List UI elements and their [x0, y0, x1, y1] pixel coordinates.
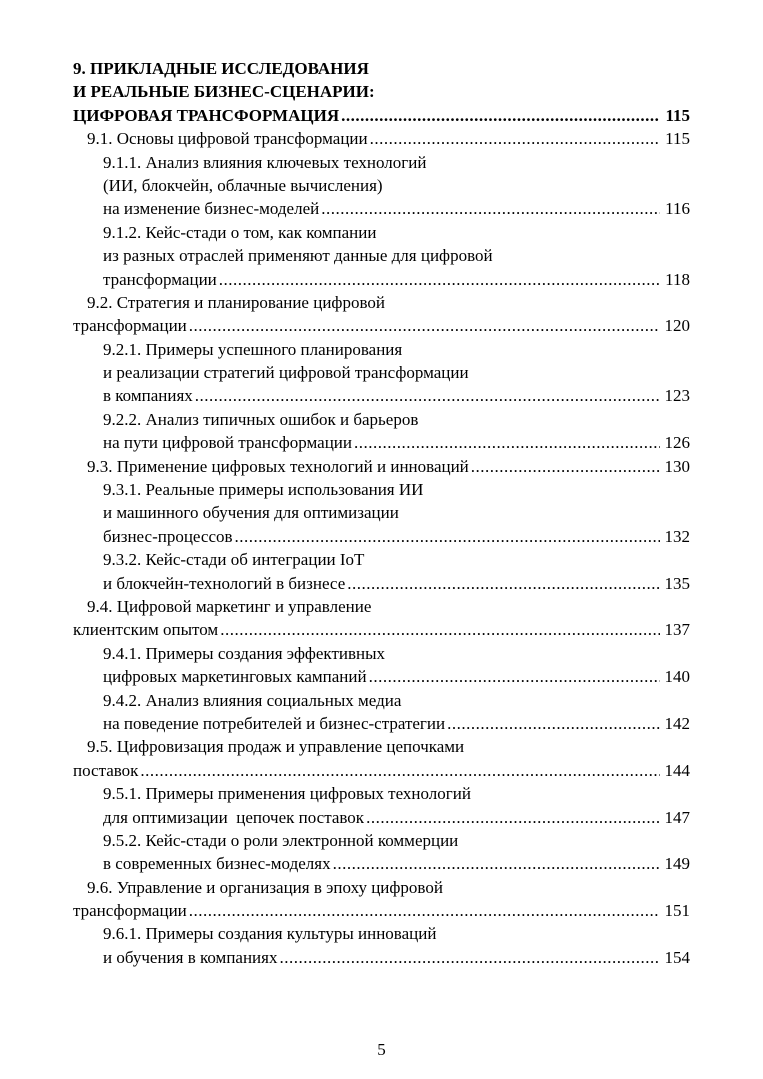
toc-entry-title: на пути цифровой трансформации [103, 433, 353, 453]
toc-entry-title: на поведение потребителей и бизнес-стратегии [103, 713, 446, 733]
toc-entry-line [73, 618, 690, 641]
toc-entry-page: 132 [664, 526, 690, 546]
toc-entry-page: 154 [664, 947, 690, 967]
dot-leader [341, 104, 660, 127]
dot-leader [219, 268, 660, 291]
toc-entry-line: 9.6.1. Примеры создания культуры инноваций [103, 924, 437, 944]
toc-entry-9-1-1[interactable] [73, 151, 690, 221]
chapter-title-entry[interactable] [73, 104, 690, 127]
toc-entry-line [73, 806, 690, 829]
toc-entry-9-1[interactable] [73, 127, 690, 150]
toc-entry-9-5-2[interactable] [73, 829, 690, 876]
dot-leader [279, 946, 659, 969]
toc-entry-line: и реализации стратегий цифровой трансформации [103, 363, 469, 383]
dot-leader [140, 759, 659, 782]
toc-entry-page: 116 [665, 199, 690, 219]
toc-entry-line: 9.2.2. Анализ типичных ошибок и барьеров [103, 409, 419, 429]
toc-entry-line [73, 268, 690, 291]
dot-leader [369, 665, 660, 688]
toc-entry-line [73, 455, 690, 478]
toc-entry-page: 140 [664, 667, 690, 687]
dot-leader [220, 618, 659, 641]
toc-entry-9-3[interactable] [73, 455, 690, 478]
toc-entry-9-2[interactable] [73, 291, 690, 338]
toc-entry-page: 147 [664, 807, 690, 827]
toc-entry-line [73, 759, 690, 782]
toc-entry-9-6-1[interactable] [73, 922, 690, 969]
toc-entry-9-4-2[interactable] [73, 689, 690, 736]
toc-entry-line: из разных отраслей применяют данные для цифровой [103, 246, 493, 266]
dot-leader [370, 127, 661, 150]
toc-entry-line: 9.4. Цифровой маркетинг и управление [87, 596, 372, 616]
chapter-title-line: 9. ПРИКЛАДНЫЕ ИССЛЕДОВАНИЯ [73, 59, 369, 78]
toc-entry-title: и обучения в компаниях [103, 947, 278, 967]
toc-entry-line [73, 712, 690, 735]
dot-leader [189, 899, 660, 922]
toc-entry-page: 144 [664, 760, 690, 780]
toc-entry-line: и машинного обучения для оптимизации [103, 503, 399, 523]
toc-entry-line: (ИИ, блокчейн, облачные вычисления) [103, 175, 383, 195]
dot-leader [235, 525, 660, 548]
toc-entry-line [73, 314, 690, 337]
toc-entry-9-2-1[interactable] [73, 338, 690, 408]
toc-entry-title: клиентским опытом [73, 620, 219, 640]
chapter-page-number: 115 [665, 105, 690, 125]
toc-entry-page: 149 [664, 854, 690, 874]
toc-entry-line: 9.5. Цифровизация продаж и управление цепочками [87, 737, 465, 757]
toc-entry-line: 9.4.2. Анализ влияния социальных медиа [103, 690, 402, 710]
dot-leader [347, 572, 659, 595]
toc-entry-9-2-2[interactable] [73, 408, 690, 455]
chapter-title-last-line: ЦИФРОВАЯ ТРАНСФОРМАЦИЯ [73, 105, 340, 125]
toc-entry-page: 123 [664, 386, 690, 406]
toc-entry-9-1-2[interactable] [73, 221, 690, 291]
dot-leader [366, 806, 659, 829]
toc-entry-title: для оптимизации цепочек поставок [103, 807, 365, 827]
toc-entry-page: 126 [664, 433, 690, 453]
dot-leader [471, 455, 660, 478]
toc-entry-title: и блокчейн-технологий в бизнесе [103, 573, 346, 593]
toc-entry-title: поставок [73, 760, 139, 780]
toc-entry-9-6[interactable] [73, 876, 690, 923]
toc-entry-9-3-2[interactable] [73, 548, 690, 595]
toc-entry-page: 151 [664, 901, 690, 921]
toc-entry-title: 9.3. Применение цифровых технологий и инноваций [87, 456, 469, 476]
dot-leader [195, 384, 660, 407]
table-of-contents [73, 57, 690, 969]
toc-entry-title: трансформации [73, 901, 187, 921]
toc-entry-line [73, 127, 690, 150]
toc-entry-title: в компаниях [103, 386, 193, 406]
toc-entry-page: 142 [664, 713, 690, 733]
toc-entry-page: 118 [665, 269, 690, 289]
dot-leader [321, 197, 660, 220]
toc-entry-line: 9.6. Управление и организация в эпоху цифровой [87, 877, 443, 897]
toc-entry-9-3-1[interactable] [73, 478, 690, 548]
toc-entry-line: 9.1.2. Кейс-стади о том, как компании [103, 222, 377, 242]
toc-entry-line: 9.2. Стратегия и планирование цифровой [87, 292, 385, 312]
toc-entry-title: цифровых маркетинговых кампаний [103, 667, 367, 687]
toc-entry-title: на изменение бизнес-моделей [103, 199, 320, 219]
chapter-title-line: И РЕАЛЬНЫЕ БИЗНЕС-СЦЕНАРИИ: [73, 82, 375, 102]
page-number: 5 [377, 1040, 386, 1059]
toc-entry-page: 137 [664, 620, 690, 640]
toc-entry-line [73, 572, 690, 595]
toc-entry-title: трансформации [103, 269, 217, 289]
toc-entry-line [73, 665, 690, 688]
toc-entry-title: бизнес-процессов [103, 526, 233, 546]
dot-leader [189, 314, 660, 337]
toc-entry-line: 9.3.2. Кейс-стади об интеграции IoT [103, 550, 365, 570]
toc-entry-line: 9.2.1. Примеры успешного планирования [103, 339, 403, 359]
dot-leader [354, 431, 659, 454]
dot-leader [447, 712, 659, 735]
toc-entry-line [73, 384, 690, 407]
toc-entry-9-5[interactable] [73, 735, 690, 782]
toc-entry-9-4[interactable] [73, 595, 690, 642]
toc-entry-page: 130 [664, 456, 690, 476]
toc-entry-9-5-1[interactable] [73, 782, 690, 829]
toc-entry-title: в современных бизнес-моделях [103, 854, 331, 874]
toc-entry-page: 135 [664, 573, 690, 593]
toc-entry-page: 120 [664, 316, 690, 336]
toc-entry-line [73, 525, 690, 548]
toc-entry-line [73, 899, 690, 922]
toc-entry-line: 9.5.2. Кейс-стади о роли электронной коммерции [103, 830, 459, 850]
toc-entry-line [73, 431, 690, 454]
dot-leader [333, 852, 660, 875]
toc-entry-title: трансформации [73, 316, 187, 336]
toc-entry-9-4-1[interactable] [73, 642, 690, 689]
chapter-heading [73, 57, 690, 127]
toc-entry-title: 9.1. Основы цифровой трансформации [87, 129, 368, 149]
toc-entry-line: 9.4.1. Примеры создания эффективных [103, 643, 386, 663]
toc-entry-line [73, 946, 690, 969]
toc-entry-line [73, 197, 690, 220]
toc-entry-line [73, 852, 690, 875]
toc-entry-line: 9.1.1. Анализ влияния ключевых технологий [103, 152, 427, 172]
toc-entry-line: 9.3.1. Реальные примеры использования ИИ [103, 480, 424, 500]
toc-entry-line: 9.5.1. Примеры применения цифровых технологий [103, 784, 471, 804]
toc-entry-page: 115 [665, 129, 690, 149]
